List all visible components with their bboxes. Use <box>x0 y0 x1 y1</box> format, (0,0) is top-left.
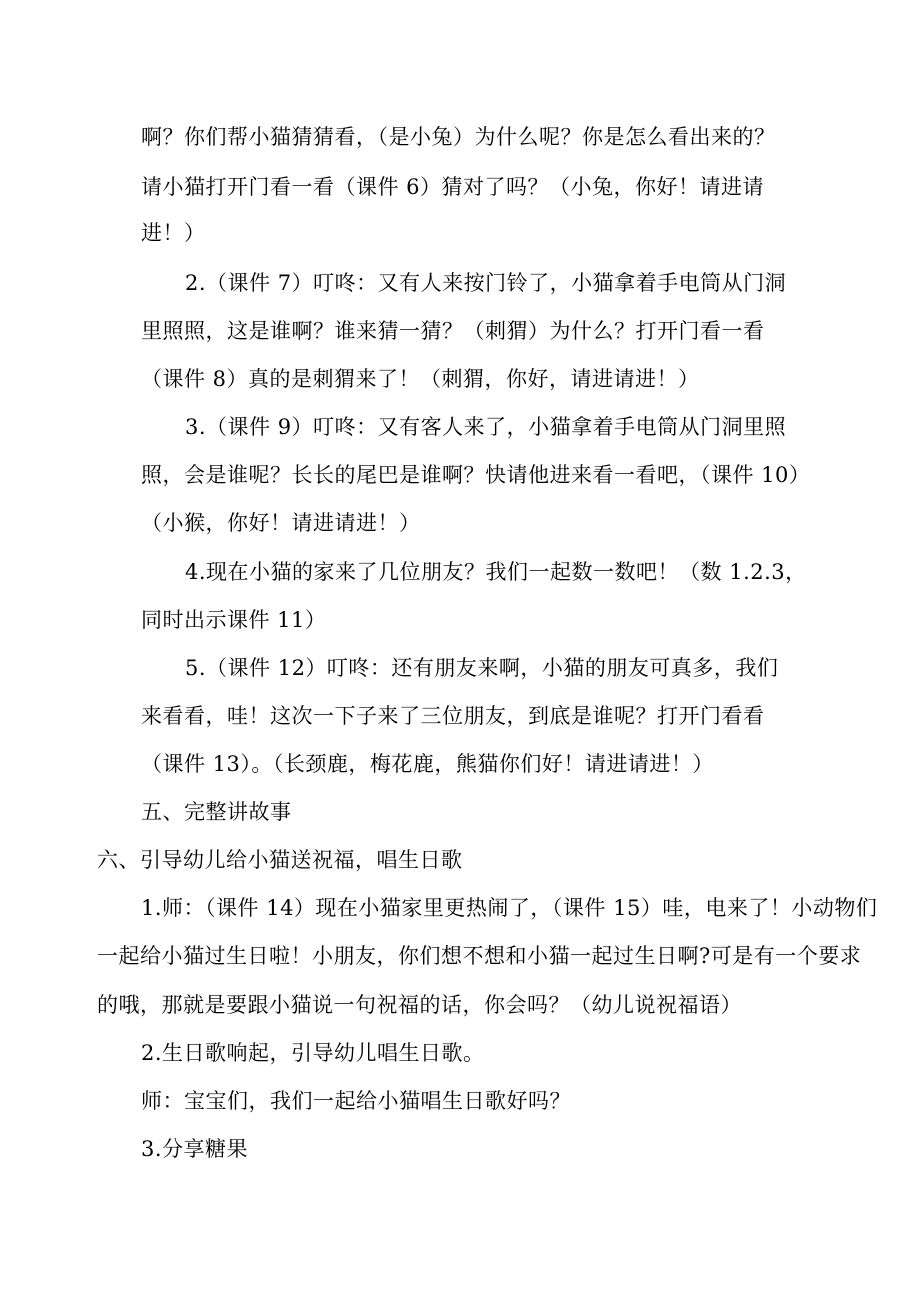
text-line: 来看看，哇！这次一下子来了三位朋友，到底是谁呢？打开门看看 <box>141 704 765 728</box>
text-line: 里照照，这是谁啊？谁来猜一猜？（刺猬）为什么？打开门看一看 <box>141 319 765 343</box>
section-heading: 六、引导幼儿给小猫送祝福，唱生日歌 <box>97 848 463 872</box>
text-line: 的哦，那就是要跟小猫说一句祝福的话，你会吗？（幼儿说祝福语） <box>97 993 742 1017</box>
text-line: 2.（课件 7）叮咚：又有人来按门铃了，小猫拿着手电筒从门洞 <box>185 271 787 295</box>
section-heading: 五、完整讲故事 <box>141 800 292 824</box>
text-line: 一起给小猫过生日啦！小朋友，你们想不想和小猫一起过生日啊?可是有一个要求 <box>97 944 862 968</box>
text-line: （课件 8）真的是刺猬来了！（刺猬，你好，请进请进！） <box>141 367 700 391</box>
text-line: （小猴，你好！请进请进！） <box>141 511 421 535</box>
text-line: 3.（课件 9）叮咚：又有客人来了，小猫拿着手电筒从门洞里照 <box>185 415 787 439</box>
text-line: 4.现在小猫的家来了几位朋友？我们一起数一数吧！（数 1.2.3， <box>185 560 807 584</box>
text-line: 1.师：（课件 14）现在小猫家里更热闹了，（课件 15）哇，电来了！小动物们 <box>141 896 878 920</box>
text-line: 照，会是谁呢？长长的尾巴是谁啊？快请他进来看一看吧，（课件 10） <box>141 463 811 487</box>
text-line: 同时出示课件 11） <box>141 608 327 632</box>
text-line: 师：宝宝们，我们一起给小猫唱生日歌好吗？ <box>141 1089 571 1113</box>
text-line: 5.（课件 12）叮咚：还有朋友来啊，小猫的朋友可真多，我们 <box>185 656 779 680</box>
text-line: 2.生日歌响起，引导幼儿唱生日歌。 <box>141 1041 485 1065</box>
text-line: 进！） <box>141 221 206 245</box>
text-line: （课件 13）。（长颈鹿，梅花鹿，熊猫你们好！请进请进！） <box>141 752 714 776</box>
text-line: 请小猫打开门看一看（课件 6）猜对了吗？（小兔，你好！请进请 <box>141 175 765 199</box>
text-line: 3.分享糖果 <box>141 1137 249 1161</box>
text-line: 啊？你们帮小猫猜猜看，（是小兔）为什么呢？你是怎么看出来的？ <box>141 125 776 149</box>
